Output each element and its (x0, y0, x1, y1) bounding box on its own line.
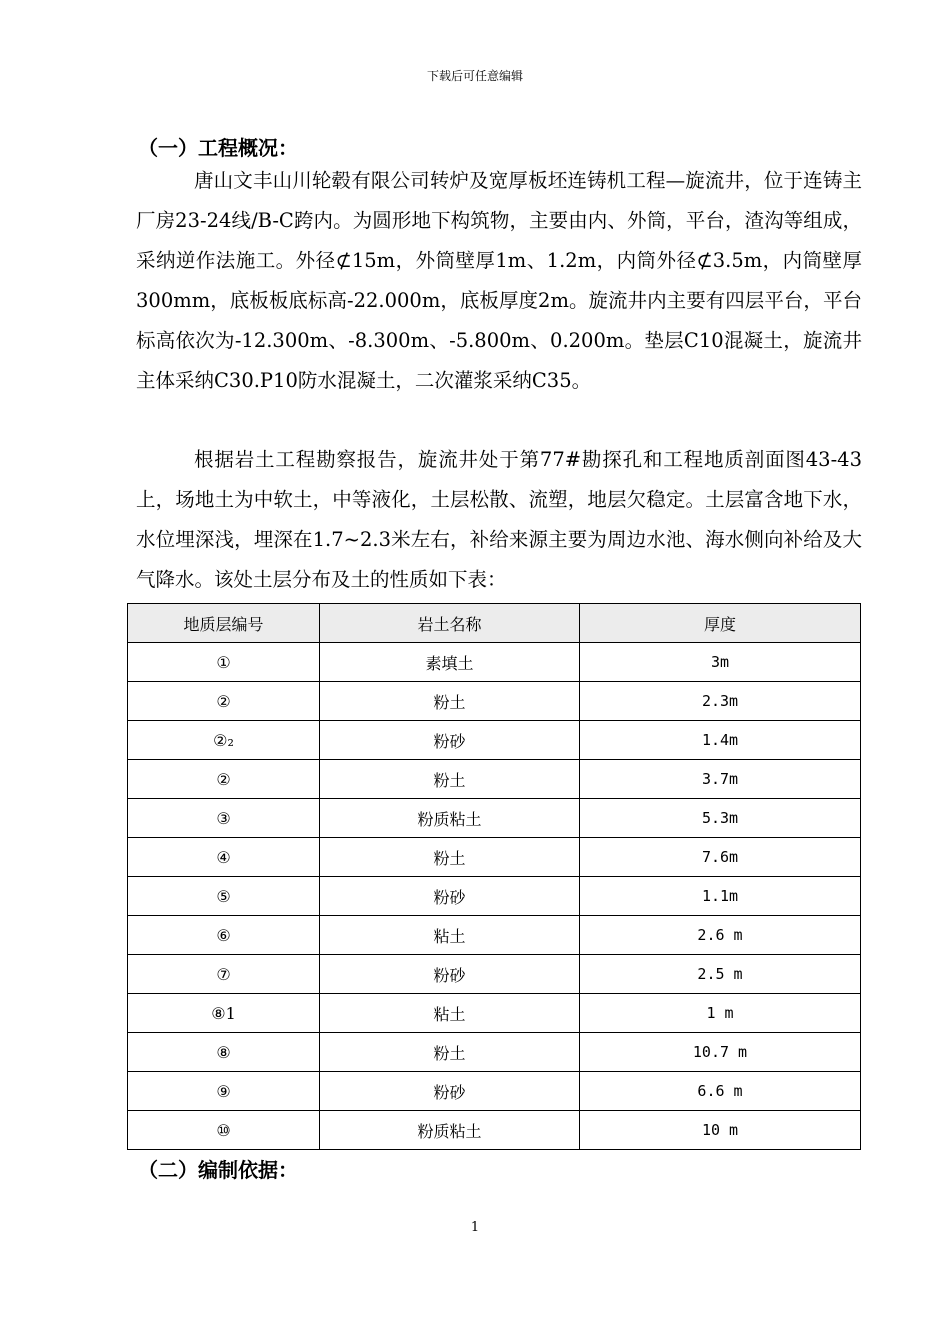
table-row (128, 643, 861, 682)
cell-soil-name: 粉质粘土 (320, 799, 580, 838)
cell-soil-name: 粘土 (320, 994, 580, 1033)
cell-thickness: 3.7m (580, 760, 861, 799)
table-row (128, 1072, 861, 1111)
cell-thickness: 2.3m (580, 682, 861, 721)
section-heading-basis: （二）编制依据： (138, 1158, 298, 1182)
cell-layer-id: ⑤ (128, 877, 320, 916)
cell-soil-name: 粉土 (320, 682, 580, 721)
cell-thickness: 1 m (580, 994, 861, 1033)
page-number: 1 (470, 1220, 480, 1235)
table-row (128, 955, 861, 994)
cell-layer-id: ⑦ (128, 955, 320, 994)
cell-thickness: 1.1m (580, 877, 861, 916)
cell-layer-id: ⑩ (128, 1111, 320, 1150)
cell-soil-name: 粉砂 (320, 877, 580, 916)
cell-soil-name: 粉土 (320, 760, 580, 799)
cell-layer-id: ④ (128, 838, 320, 877)
header-layer-id: 地质层编号 (128, 604, 320, 643)
section-heading-overview: （一）工程概况： (138, 136, 298, 160)
cell-thickness: 1.4m (580, 721, 861, 760)
table-row (128, 916, 861, 955)
table-row (128, 1111, 861, 1150)
table-row (128, 994, 861, 1033)
cell-layer-id: ②₂ (128, 721, 320, 760)
cell-soil-name: 粉土 (320, 838, 580, 877)
table-row (128, 682, 861, 721)
cell-thickness: 6.6 m (580, 1072, 861, 1111)
cell-soil-name: 粉质粘土 (320, 1111, 580, 1150)
cell-soil-name: 粉砂 (320, 1072, 580, 1111)
table-row (128, 721, 861, 760)
cell-soil-name: 粉土 (320, 1033, 580, 1072)
cell-layer-id: ② (128, 682, 320, 721)
table-row (128, 1033, 861, 1072)
header-soil-name: 岩土名称 (320, 604, 580, 643)
overview-paragraph-2: 根据岩土工程勘察报告，旋流井处于第77#勘探孔和工程地质剖面图43-43上，场地土为中软土，中等液化，土层松散、流塑，地层欠稳定。土层富含地下水，水位埋深浅，埋深在1.7~2.3米左右，补给来源主要为周边水池、海水侧向补给及大气降水。该处土层分布及土的性质如下表： (136, 448, 862, 591)
table-row (128, 799, 861, 838)
header-thickness: 厚度 (580, 604, 861, 643)
cell-layer-id: ① (128, 643, 320, 682)
cell-soil-name: 粘土 (320, 916, 580, 955)
page-header: 下载后可任意编辑 (426, 69, 523, 83)
overview-paragraph-1: 唐山文丰山川轮毂有限公司转炉及宽厚板坯连铸机工程—旋流井，位于连铸主厂房23-24线/B-C跨内。为圆形地下构筑物，主要由内、外筒，平台，渣沟等组成，采纳逆作法施工。外径⊄15m，外筒壁厚1m、1.2m，内筒外径⊄3.5m，内筒壁厚300mm，底板板底标高-22.000m，底板厚度2m。旋流井内主要有四层平台，平台标高依次为-12.300m、-8.300m、-5.800m、0.200m。垫层C10混凝土，旋流井主体采纳C30.P10防水混凝土，二次灌浆采纳C35。 (136, 169, 862, 392)
cell-thickness: 3m (580, 643, 861, 682)
cell-soil-name: 素填土 (320, 643, 580, 682)
cell-soil-name: 粉砂 (320, 721, 580, 760)
cell-thickness: 10.7 m (580, 1033, 861, 1072)
cell-thickness: 10 m (580, 1111, 861, 1150)
table-row (128, 877, 861, 916)
cell-thickness: 5.3m (580, 799, 861, 838)
cell-layer-id: ② (128, 760, 320, 799)
cell-soil-name: 粉砂 (320, 955, 580, 994)
cell-layer-id: ⑨ (128, 1072, 320, 1111)
table-row (128, 838, 861, 877)
cell-layer-id: ⑧ (128, 1033, 320, 1072)
cell-thickness: 2.6 m (580, 916, 861, 955)
cell-thickness: 2.5 m (580, 955, 861, 994)
cell-layer-id: ⑧1 (128, 994, 320, 1033)
cell-thickness: 7.6m (580, 838, 861, 877)
cell-layer-id: ③ (128, 799, 320, 838)
table-header-row (128, 604, 861, 643)
table-row (128, 760, 861, 799)
cell-layer-id: ⑥ (128, 916, 320, 955)
soil-layer-table (127, 603, 861, 1150)
